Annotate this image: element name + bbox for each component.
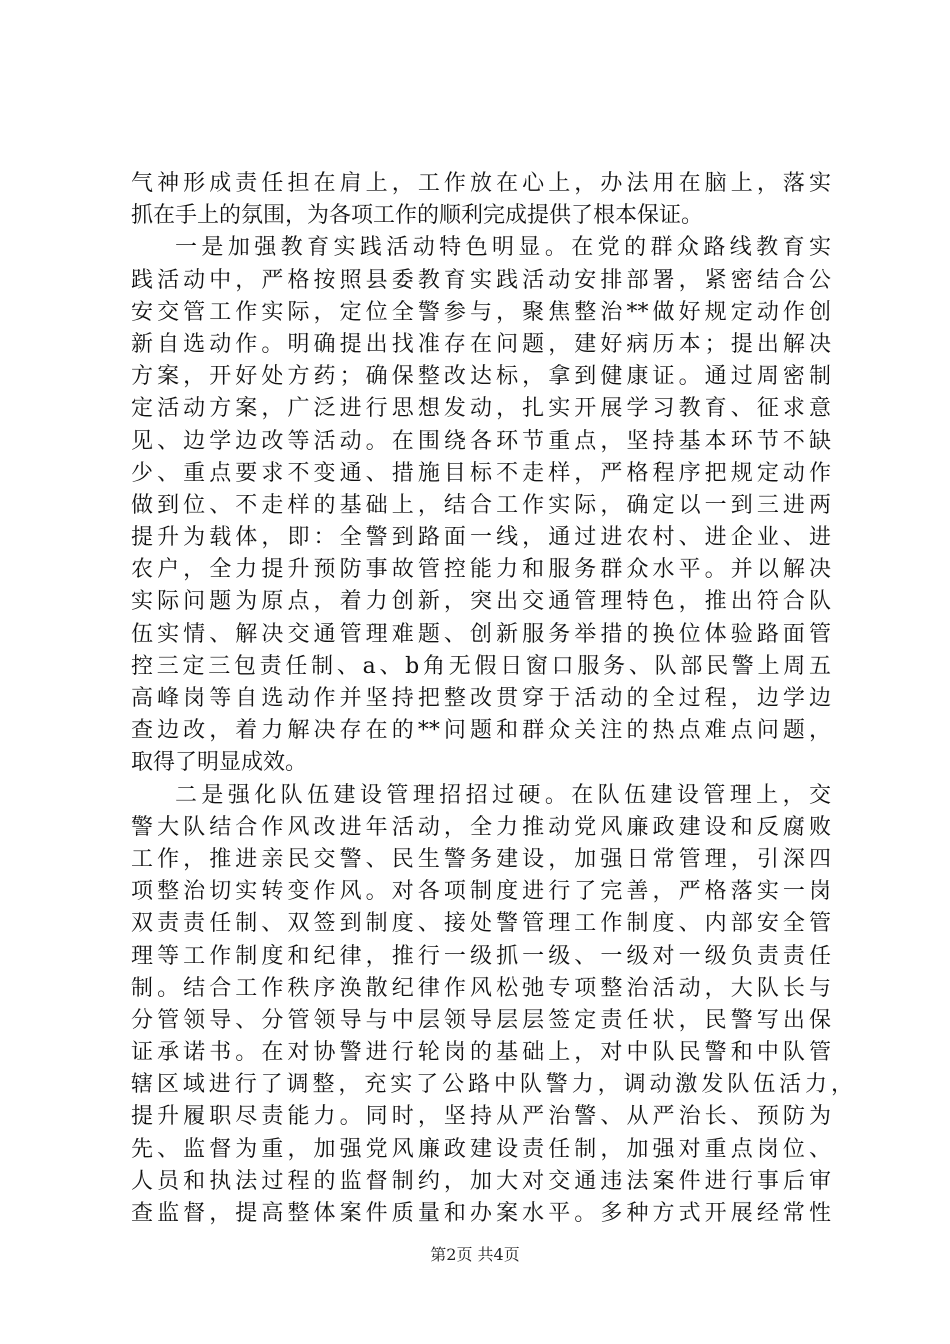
paragraph-start-line: 一是加强教育实践活动特色明显。在党的群众路线教育实 (175, 235, 831, 261)
text-line: 安交管工作实际，定位全警参与，聚焦整治**做好规定动作创 (131, 299, 831, 325)
text-line: 提升履职尽责能力。同时，坚持从严治警、从严治长、预防为 (131, 1104, 831, 1130)
text-line: 高峰岗等自选动作并坚持把整改贯穿于活动的全过程，边学边 (131, 686, 831, 711)
text-line: 见、边学边改等活动。在围绕各环节重点，坚持基本环节不缺 (131, 428, 831, 454)
text-line: 方案，开好处方药；确保整改达标，拿到健康证。通过周密制 (131, 364, 831, 390)
text-line: 气神形成责任担在肩上，工作放在心上，办法用在脑上，落实 (131, 171, 831, 196)
text-line: 制。结合工作秩序涣散纪律作风松弛专项整治活动，大队长与 (131, 975, 831, 1001)
text-line: 警大队结合作风改进年活动，全力推动党风廉政建设和反腐败 (131, 814, 831, 840)
paragraph-start-line: 二是强化队伍建设管理招招过硬。在队伍建设管理上，交 (175, 782, 831, 808)
text-line: 人员和执法过程的监督制约，加大对交通违法案件进行事后审 (131, 1168, 831, 1194)
text-line: 抓在手上的氛围，为各项工作的顺利完成提供了根本保证。 (131, 203, 704, 229)
text-line: 查监督，提高整体案件质量和办案水平。多种方式开展经常性 (131, 1201, 831, 1226)
text-line: 双责责任制、双签到制度、接处警管理工作制度、内部安全管 (131, 911, 831, 937)
text-line: 先、监督为重，加强党风廉政建设责任制，加强对重点岗位、 (131, 1136, 831, 1162)
text-line: 辖区域进行了调整，充实了公路中队警力，调动激发队伍活力， (131, 1072, 853, 1098)
text-line: 查边改，着力解决存在的**问题和群众关注的热点难点问题， (131, 718, 831, 744)
text-line: 农户，全力提升预防事故管控能力和服务群众水平。并以解决 (131, 557, 831, 583)
text-line: 实际问题为原点，着力创新，突出交通管理特色，推出符合队 (131, 589, 831, 615)
text-line: 伍实情、解决交通管理难题、创新服务举措的换位体验路面管 (131, 621, 831, 647)
text-line: 证承诺书。在对协警进行轮岗的基础上，对中队民警和中队管 (131, 1040, 831, 1066)
text-line: 定活动方案，广泛进行思想发动，扎实开展学习教育、征求意 (131, 396, 831, 422)
document-body (131, 168, 853, 1230)
text-line: 提升为载体，即：全警到路面一线，通过进农村、进企业、进 (131, 525, 831, 551)
text-line: 少、重点要求不变通、措施目标不走样，严格程序把规定动作 (131, 460, 831, 486)
text-line: 工作，推进亲民交警、民生警务建设，加强日常管理，引深四 (131, 846, 831, 872)
page-number-footer: 第2页 共4页 (430, 1245, 520, 1264)
text-line: 践活动中，严格按照县委教育实践活动安排部署，紧密结合公 (131, 267, 831, 293)
text-line: 理等工作制度和纪律，推行一级抓一级、一级对一级负责责任 (131, 943, 831, 969)
text-line: 做到位、不走样的基础上，结合工作实际，确定以一到三进两 (131, 492, 831, 518)
text-line: 新自选动作。明确提出找准存在问题，建好病历本；提出解决 (131, 331, 831, 357)
text-line: 取得了明显成效。 (131, 750, 308, 776)
text-line: 控三定三包责任制、a、b角无假日窗口服务、队部民警上周五 (131, 653, 831, 679)
text-line: 项整治切实转变作风。对各项制度进行了完善，严格落实一岗 (131, 879, 831, 905)
text-line: 分管领导、分管领导与中层领导层层签定责任状，民警写出保 (131, 1007, 831, 1033)
